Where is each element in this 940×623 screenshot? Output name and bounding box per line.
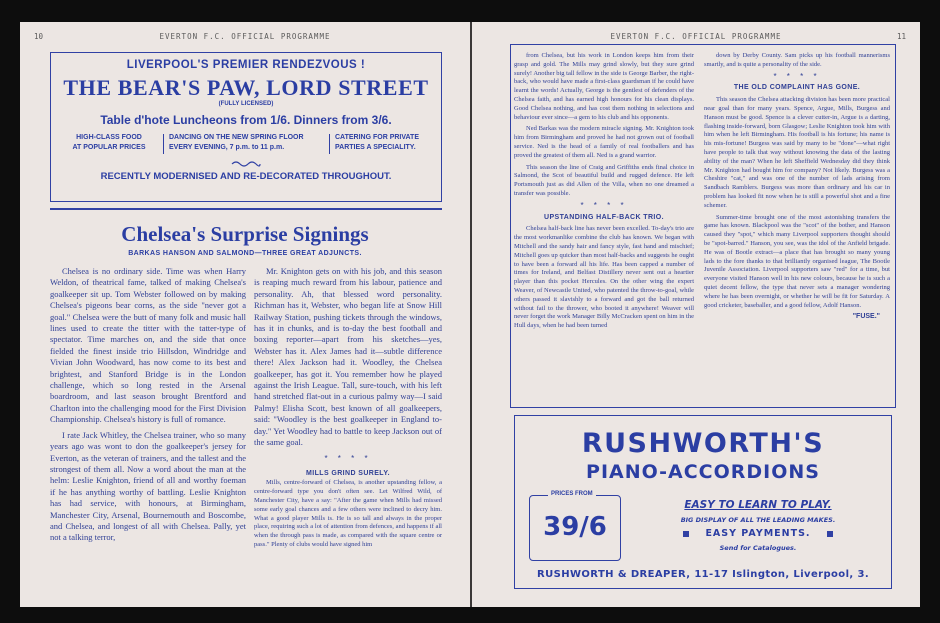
divider (50, 208, 442, 210)
feature-food-b: AT POPULAR PRICES (72, 144, 146, 151)
piano-ad-display: BIG DISPLAY OF ALL THE LEADING MAKES. (680, 516, 836, 524)
feature-catering-b: PARTIES A SPECIALITY. (335, 144, 416, 151)
divider (163, 134, 164, 154)
feature-food-a: HIGH-CLASS FOOD (76, 134, 142, 141)
article-column-1 (50, 266, 246, 544)
paragraph: Mills, centre-forward of Chelsea, is another upstanding fellow, a centre-forward type you don't often see. Let Wilfred Wild, of Manchester City, have a say: "After the game when Mills had missed some early goal chances and a few others were inclined to decry him. What a good player Mills is. He is so tall and always in the proper place, requiring such a lot of attention from defences, and happens if all when the through pass is made, as compared with the square centre or pass." Plenty of clubs would have signed him (254, 479, 442, 548)
feature-catering-a: CATERING FOR PRIVATE (335, 134, 419, 141)
hotel-ad-headline: LIVERPOOL'S PREMIER RENDEZVOUS ! (126, 59, 366, 71)
author-signature: "FUSE." (852, 313, 880, 321)
left-page (20, 22, 470, 607)
feature-dancing-b: EVERY EVENING, 7 p.m. to 11 p.m. (169, 144, 285, 151)
paragraph: I rate Jack Whitley, the Chelsea trainer, who so many years ago was wont to don the goalkeeper's jersey for Everton, as the veteran of trainers, and the tallest and the strongest of them all. Now a word about the man at the helm: Leslie Knighton, friend of all and worthy foeman if he has anything worthy of battling. Leslie Knighton has had service, with honours, at Birmingham, Manchester City, Arsenal, Bournemouth and Boscombe, and Chelsea, and longest of all with Chelsea. Pally, yet not a talking terror, (50, 429, 246, 543)
running-head-left (20, 32, 470, 44)
hotel-ad-meals: Table d'hote Luncheons from 1/6. Dinners from 3/6. (100, 113, 392, 127)
payments-label: EASY PAYMENTS. (705, 528, 811, 539)
paragraph: Summer-time brought one of the most astonishing transfers the game has known. Blackpool was the "scot" of the bother, and Hanson caused they "spot," which many Liverpool supporters thought should be "spot-barred." Hanson, you see, was the idol of the Anfield brigade. He was of Bootle extract—a place that has brought so many young lads to the fore thanks to that brilliantly organised league, The Bootle Juvenile Association. Liverpool supporters saw "red" for a time, but everyone visited Hanson well in his new colours, because he is such a quiet decent fellow, the type that never sets a manager wondering where he has been overnight, or whether he will be fit for Saturday. A good cricketer, baseballer, and a good fellow, Adolf Hanson. (704, 213, 890, 309)
hotel-advertisement (50, 52, 442, 202)
feature-dancing-a: DANCING ON THE NEW SPRING FLOOR (169, 134, 304, 141)
paragraph: Chelsea is no ordinary side. Time was when Harry Weldon, of theatrical fame, talked of making Chelsea's goalkeeper sit up. Tom Webster followed on by making Chelsea's pigeons bear corns, as the side "never got a goal." Chelsea were the butt of many folk and music hall lines used to create the titter with the tatter-type of spectator. Time marches on, and the side that once fielded the finest inside trio Hillsdon, Windridge and Vivian John Woodward, has now come to its best and brightest, and Stanford Bridge is in the London challenge, which so long rested in the Arsenal boardroom, and last season brought Brentford and Charlton into the challenging mood for the First Division Championship. Chelsea's history is full of romance. (50, 266, 246, 425)
hotel-ad-footer: RECENTLY MODERNISED AND RE-DECORATED THROUGHOUT. (100, 171, 392, 182)
price-box (529, 491, 621, 561)
piano-ad-payments (635, 528, 881, 539)
page-number-left: 10 (34, 32, 44, 41)
running-title-left: EVERTON F.C. OFFICIAL PROGRAMME (159, 32, 331, 41)
bullet-square-icon (683, 531, 689, 537)
piano-ad-brand: RUSHWORTH'S (581, 428, 825, 459)
paragraph: from Chelsea, but his work in London keeps him from their grasp and gold. The Mills may grind slowly, but they sure grind surely! Another big tall fellow in the side is George Barber, the right-back, who would have made a first-class guardsman if he could have learnt the words! Actually, George is the gentlest of defenders of the Chelsea faith, and has earned high honours for his clean displays. Good Chelsea nothing, and has cost them nothing in selections and behaviour ever since—a gem to his club and his opponents. (514, 52, 694, 121)
paragraph: Chelsea half-back line has never been excelled. To-day's trio are the most workmanlike combine the club has known. We began with Mitchell and the sandy hair and fancy style, fast hand and mischief; Mitchell goes up quicker than most half-backs and suggests he ought to have been a forward all his life. Has been capped a number of times for Ireland, and Belfast Distillery never sent out a heartier player than this pocket Hercules. On the other wing the expert Weaver, of Newcastle United, who patented the throw-to-goal, while others passed it slavishly to a forward and got the ball returned without fail to the thrower, who booted it anywhere! Weaver will never forget the work Manager Billy McCracken spent on him in the Hull days, when he had been turned (514, 225, 694, 330)
paragraph: Mr. Knighton gets on with his job, and this season is reaping much reward from his labour, patience and personality. Ah, that blessed word personality. Richman has it, Webster, who began life at Snow Hill Railway Station, pushing tickets through the windows, has it in chunks, and is to-day the best football and boxing reporter—apart from his sketches—yes, Webster has it. Alex James had it—subtle difference there! Alex Jackson had it. Woodley, the Chelsea goalkeeper, has got it. You remember how he played against the Irish League. Tall, sure-touch, with his left hand stretched flat-out in a curious palmy way—I said Palmy! Elisha Scott, best known of all goalkeepers, said: "Woodley is the best goalkeeper in England to-day." Yet Woodley had to battle to keep Jackson out of the same goal. (254, 266, 442, 448)
section-heading: MILLS GRIND SURELY. (306, 469, 390, 477)
paragraph: Ned Barkas was the modern miracle signing. Mr. Knighton took him from Birmingham and proved he had not grown out of football service. Ned is the head of a family of real footballers and has proved the greatest of them all. Ned is a grand warrior. (514, 125, 694, 159)
price-label: PRICES FROM (548, 491, 596, 497)
article-subtitle: BARKAS HANSON AND SALMOND—THREE GREAT ADJUNCTS. (128, 250, 362, 257)
piano-ad-easy: EASY TO LEARN TO PLAY. (684, 499, 832, 511)
ornament-icon (231, 160, 261, 168)
piano-ad-product: PIANO-ACCORDIONS (586, 461, 820, 483)
running-title-right: EVERTON F.C. OFFICIAL PROGRAMME (610, 32, 782, 41)
piano-ad-footer: RUSHWORTH & DREAPER, 11-17 Islington, Liverpool, 3. (536, 569, 870, 580)
text-frame (510, 44, 896, 408)
article-title: Chelsea's Surprise Signings (121, 222, 369, 246)
section-heading: UPSTANDING HALF-BACK TRIO. (544, 213, 664, 221)
page-number-right: 11 (896, 32, 906, 41)
section-stars: * * * * (580, 200, 628, 210)
section-heading: THE OLD COMPLAINT HAS GONE. (733, 84, 861, 92)
paragraph: down by Derby County. Sam picks up his football mannerisms smartly, and is quite a personality of the side. (704, 52, 890, 68)
running-head-right (472, 32, 920, 44)
section-stars: * * * * (773, 71, 821, 81)
piano-advertisement (514, 415, 892, 589)
article-column-2 (254, 266, 442, 550)
right-page (472, 22, 920, 607)
paragraph: This season the line of Craig and Griffiths ends final choice in Salmond, the Scot of beautiful build and rugged defence. He left Portsmouth just as did Allen of the Villa, when no one dreamed a transfer was possible. (514, 163, 694, 197)
hotel-ad-name: THE BEAR'S PAW, LORD STREET (63, 75, 429, 100)
bullet-square-icon (827, 531, 833, 537)
price-value: 39/6 (543, 512, 607, 542)
hotel-ad-licensed: (FULLY LICENSED) (218, 101, 274, 107)
section-stars: * * * * (324, 453, 372, 463)
paragraph: This season the Chelsea attacking division has been more practical near goal than for many years. Spence, Argue, Mills, Burgess and Hanson must be good. Spence is a clever cutter-in, Argue is a darting, flashing inside-forward, born Glasgow; Leslie Knighton took him with him when he left Birmingham. His football is his fortune; his name is his mis-fortune! Burgess was said by many to be "done"—what right have people to talk that way without knowing the data of the lasting ability of the man? When he left Sheffield Wednesday did they think Mr. Knighton had bought him for company? Not likely. Burgess was a Cheshire "cat," and was one of the number of lads arising from Sandbach Ramblers. Burgess was more than ordinary and his car in problem has looked fit now when he is still a powerful shot and a fine schemer. (704, 96, 890, 209)
piano-ad-send: Send for Catalogues. (719, 544, 797, 552)
divider (329, 134, 330, 154)
